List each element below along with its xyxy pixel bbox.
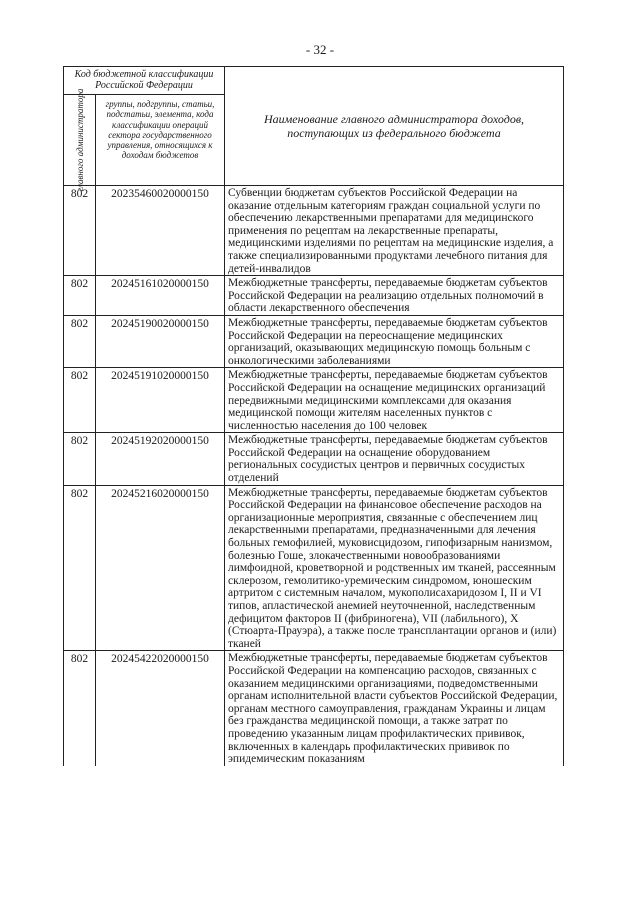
revenue-code-cell: 20245216020000150	[96, 485, 225, 651]
header-row-top	[64, 67, 564, 95]
revenue-code-cell: 20245190020000150	[96, 315, 225, 367]
admin-code-cell: 802	[64, 433, 96, 485]
header-group-title: Код бюджетной классификации Российской Федерации	[64, 67, 225, 95]
revenue-name-cell: Субвенции бюджетам субъектов Российской Федерации на оказание отдельным категориям граждан социальной услуги по обеспечению лекарственными препаратами для медицинского применения по рецептам на лекарственные препараты, медицинскими изделиями по рецептам на медицинские изделия, а также специализированными продуктами лечебного питания для детей-инвалидов	[225, 186, 564, 276]
revenue-name-cell: Межбюджетные трансферты, передаваемые бюджетам субъектов Российской Федерации на оснащение оборудованием региональных сосудистых центров и первичных сосудистых отделений	[225, 433, 564, 485]
header-name-column: Наименование главного администратора доходов, поступающих из федерального бюджета	[225, 67, 564, 186]
table-row	[64, 368, 564, 433]
revenue-code-cell: 20245422020000150	[96, 651, 225, 766]
revenue-code-cell: 20245192020000150	[96, 433, 225, 485]
page-number: - 32 -	[305, 42, 335, 57]
header-admin-column	[64, 88, 96, 192]
table-row	[64, 651, 564, 766]
revenue-name-cell: Межбюджетные трансферты, передаваемые бюджетам субъектов Российской Федерации на компенсацию расходов, связанных с оказанием медицинскими организациями, подведомственными органам исполнительной власти субъектов Российской Федерации, органам местного самоуправления, гражданам Украины и лицам без гражданства медицинской помощи, а также затрат по проведению указанным лицам профилактических прививок, включенных в календарь профилактических прививок по эпидемическим показаниям	[225, 651, 564, 766]
admin-code-cell: 802	[64, 315, 96, 367]
table-row	[64, 485, 564, 651]
revenue-name-cell: Межбюджетные трансферты, передаваемые бюджетам субъектов Российской Федерации на оснащение медицинских организаций передвижными медицинскими комплексами для оказания медицинской помощи жителям населенных пунктов с численностью населения до 100 человек	[225, 368, 564, 433]
budget-classification-table	[63, 66, 564, 766]
admin-code-cell: 802	[64, 651, 96, 766]
table-row	[64, 315, 564, 367]
revenue-name-cell: Межбюджетные трансферты, передаваемые бюджетам субъектов Российской Федерации на финансовое обеспечение расходов на организационные мероприятия, связанные с обеспечением лиц лекарственными препаратами, предназначенными для лечения больных гемофилией, муковисцидозом, гипофизарным нанизмом, болезнью Гоше, злокачественными новообразованиями лимфоидной, кроветворной и родственных им тканей, рассеянным склерозом, гемолитико-уремическим синдромом, юношеским артритом с системным началом, мукополисахаридозом I, II и VI типов, апластической анемией неуточненной, наследственным дефицитом факторов II (фибриногена), VII (лабильного), X (Стюарта-Прауэра), а также после трансплантации органов и (или) тканей	[225, 485, 564, 651]
table-row	[64, 186, 564, 276]
admin-code-cell: 802	[64, 276, 96, 316]
revenue-code-cell: 20245191020000150	[96, 368, 225, 433]
table-row	[64, 433, 564, 485]
revenue-name-cell: Межбюджетные трансферты, передаваемые бюджетам субъектов Российской Федерации на переоснащение медицинских организаций, оказывающих медицинскую помощь больным с онкологическими заболеваниями	[225, 315, 564, 367]
header-code-column: группы, подгруппы, статьи, подстатьи, элемента, кода классификации операций сектора государственного управления, относящихся к доходам бюджетов	[96, 95, 225, 186]
table-row	[64, 276, 564, 316]
header-admin-label: главного администратора	[74, 88, 85, 192]
admin-code-cell: 802	[64, 368, 96, 433]
admin-code-cell: 802	[64, 186, 96, 276]
revenue-name-cell: Межбюджетные трансферты, передаваемые бюджетам субъектов Российской Федерации на реализацию отдельных полномочий в области лекарственного обеспечения	[225, 276, 564, 316]
revenue-code-cell: 20235460020000150	[96, 186, 225, 276]
revenue-code-cell: 20245161020000150	[96, 276, 225, 316]
admin-code-cell: 802	[64, 485, 96, 651]
